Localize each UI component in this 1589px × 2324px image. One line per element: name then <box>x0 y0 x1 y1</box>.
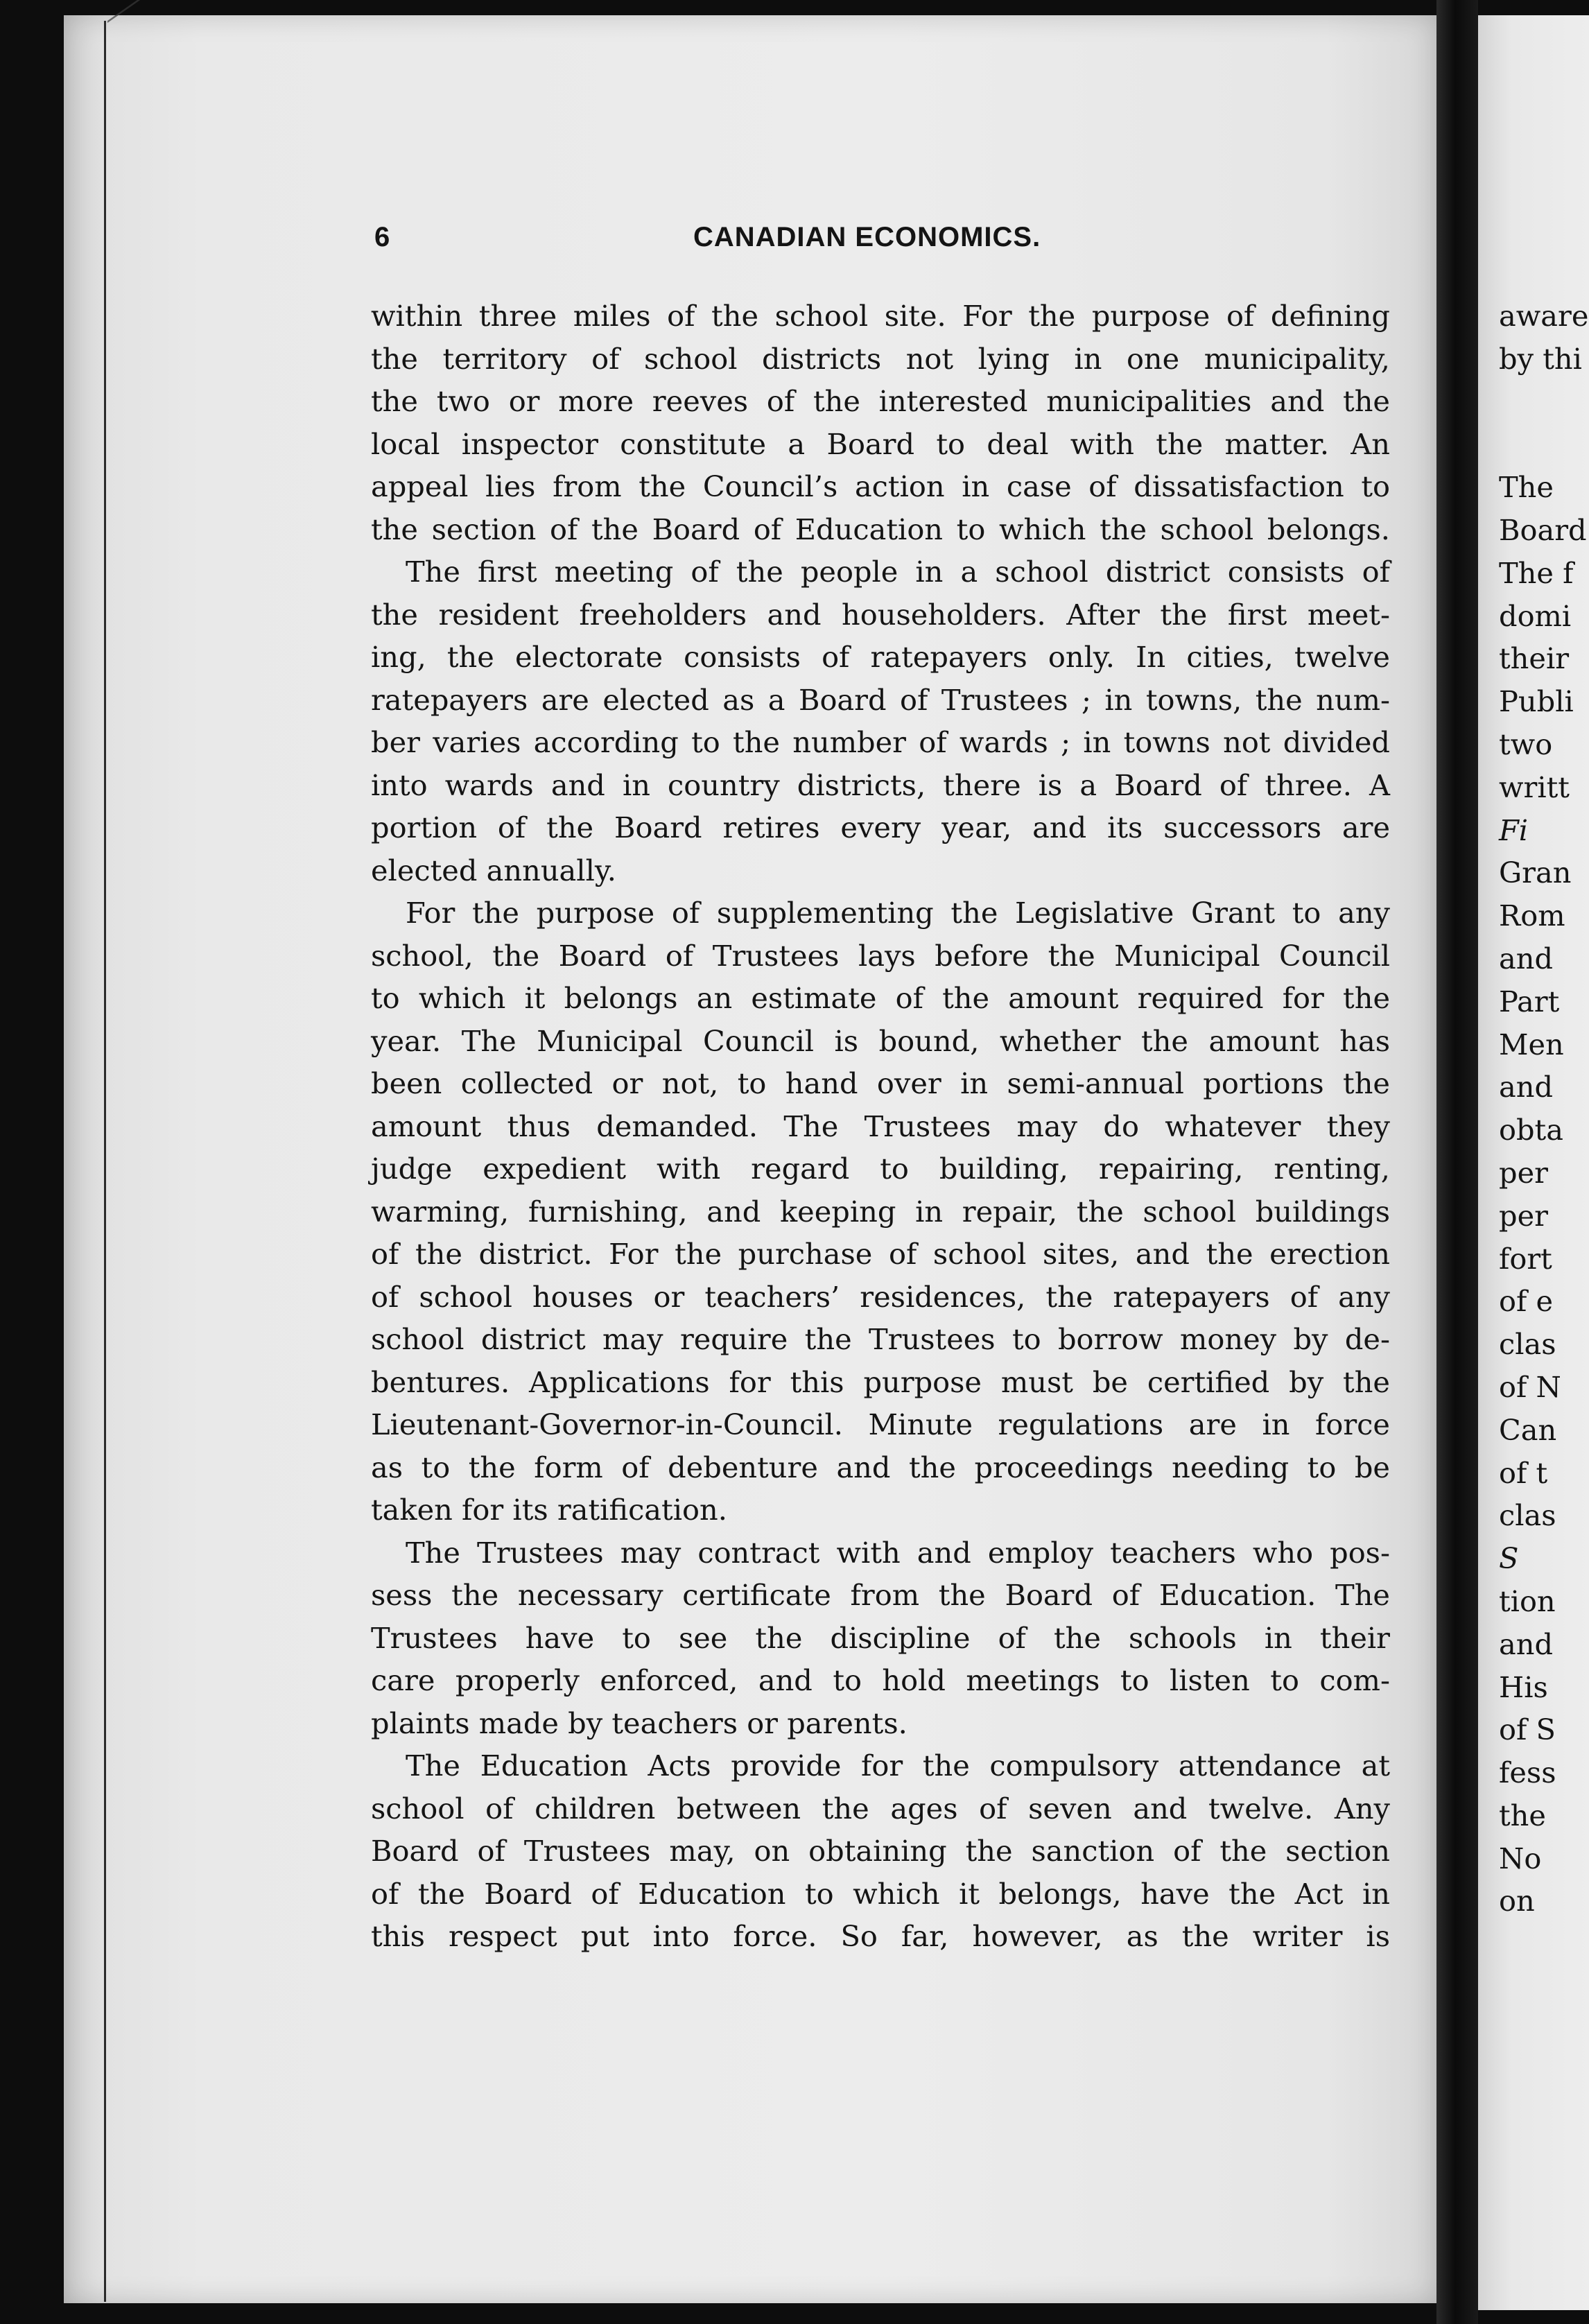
right-page-line: writt <box>1499 770 1570 804</box>
text-line: local inspector constitute a Board to deal with the matter. An <box>371 426 1390 461</box>
right-page-line: fess <box>1499 1755 1556 1790</box>
right-page-line: of N <box>1499 1369 1561 1404</box>
page-gutter <box>1436 0 1478 2324</box>
text-line: care properly enforced, and to hold meetings to listen to com- <box>371 1663 1390 1697</box>
text-line: amount thus demanded. The Trustees may do whatever they <box>371 1109 1390 1143</box>
text-line: of school houses or teachers’ residences, the ratepayers of any <box>371 1279 1390 1314</box>
running-head <box>374 222 1393 263</box>
text-line: The first meeting of the people in a school district consists of <box>406 555 1390 589</box>
text-line: the two or more reeves of the interested municipalities and the <box>371 384 1390 418</box>
right-page-line: two <box>1499 727 1553 761</box>
text-line: elected annually. <box>371 853 616 887</box>
paragraph-1 <box>371 295 1390 550</box>
right-page-line: of t <box>1499 1455 1548 1490</box>
text-line: school, the Board of Trustees lays before the Municipal Council <box>371 938 1390 973</box>
text-line: warming, furnishing, and keeping in repair, the school buildings <box>371 1194 1390 1229</box>
text-line: year. The Municipal Council is bound, whether the amount has <box>371 1023 1390 1058</box>
running-title: CANADIAN ECONOMICS. <box>693 222 1041 252</box>
right-page-line: Men <box>1499 1027 1564 1061</box>
text-line: The Education Acts provide for the compulsory attendance at <box>406 1749 1390 1783</box>
right-page-line: Rom <box>1499 899 1565 933</box>
right-page-line: per <box>1499 1155 1548 1190</box>
right-page-line: clas <box>1499 1327 1556 1362</box>
paragraph-3 <box>371 892 1390 1532</box>
paragraph-2 <box>371 550 1390 892</box>
text-line: Board of Trustees may, on obtaining the sanction of the section <box>371 1834 1390 1868</box>
paragraph-4 <box>371 1532 1390 1745</box>
text-line: The Trustees may contract with and employ teachers who pos- <box>406 1535 1390 1570</box>
right-page-line: tion <box>1499 1584 1556 1618</box>
right-page-line: per <box>1499 1198 1548 1233</box>
text-line: ing, the electorate consists of ratepayers only. In cities, twelve <box>371 640 1390 674</box>
right-page-line: Part <box>1499 984 1560 1018</box>
page-edge-line <box>104 21 106 2302</box>
right-page-text <box>1499 295 1589 1923</box>
text-line: as to the form of debenture and the proceedings needing to be <box>371 1450 1390 1484</box>
right-page-line: Gran <box>1499 856 1572 890</box>
right-page-line <box>1499 423 1589 466</box>
right-page-line: No <box>1499 1841 1542 1875</box>
text-line: Lieutenant-Governor-in-Council. Minute regulations are in force <box>371 1407 1390 1441</box>
text-line: this respect put into force. So far, however, as the writer is <box>371 1919 1390 1953</box>
text-line: sess the necessary certificate from the Board of Education. The <box>371 1578 1390 1612</box>
right-page-line: the <box>1499 1798 1546 1832</box>
right-page-line: The f <box>1499 555 1574 590</box>
right-page-line: The <box>1499 470 1554 505</box>
text-line: portion of the Board retires every year, and its successors are <box>371 810 1390 844</box>
text-line: of the Board of Education to which it belongs, have the Act in <box>371 1876 1390 1911</box>
text-line: Trustees have to see the discipline of the schools in their <box>371 1620 1390 1655</box>
text-line: to which it belongs an estimate of the amount required for the <box>371 981 1390 1015</box>
right-page-line: obta <box>1499 1113 1563 1147</box>
text-line: For the purpose of supplementing the Legislative Grant to any <box>406 896 1390 930</box>
right-page-line: fort <box>1499 1241 1552 1276</box>
right-page-line: aware <box>1499 299 1589 333</box>
text-line: appeal lies from the Council’s action in case of dissatisfaction to <box>371 469 1390 503</box>
text-line: taken for its ratification. <box>371 1493 727 1527</box>
text-line: plaints made by teachers or parents. <box>371 1706 908 1740</box>
text-line: ber varies according to the number of wards ; in towns not divided <box>371 725 1390 759</box>
text-line: into wards and in country districts, there is a Board of three. A <box>371 768 1390 802</box>
right-page-line: domi <box>1499 598 1572 633</box>
right-page-line: and <box>1499 941 1554 975</box>
text-line: ratepayers are elected as a Board of Trustees ; in towns, the num- <box>371 682 1390 717</box>
right-page <box>1478 15 1589 2310</box>
text-line: judge expedient with regard to building, repairing, renting, <box>371 1152 1390 1186</box>
page-number: 6 <box>374 222 391 252</box>
right-page-line: S <box>1499 1541 1519 1576</box>
right-page-line: His <box>1499 1670 1548 1704</box>
text-line: the section of the Board of Education to which the school belongs. <box>371 512 1390 546</box>
right-page-line: and <box>1499 1070 1554 1104</box>
right-page-line: their <box>1499 641 1570 676</box>
right-page-line <box>1499 381 1589 424</box>
right-page-line: by thi <box>1499 341 1582 376</box>
right-page-line: of e <box>1499 1284 1554 1319</box>
paragraph-5 <box>371 1744 1390 1958</box>
text-column <box>371 295 1390 1958</box>
right-page-line: of S <box>1499 1712 1556 1747</box>
right-page-line: and <box>1499 1627 1554 1661</box>
text-line: school of children between the ages of seven and twelve. Any <box>371 1791 1390 1826</box>
right-page-line: Publi <box>1499 684 1574 719</box>
right-page-line: Fi <box>1499 813 1529 847</box>
text-line: of the district. For the purchase of school sites, and the erection <box>371 1237 1390 1271</box>
right-page-line: clas <box>1499 1498 1556 1533</box>
text-line: the territory of school districts not lying in one municipality, <box>371 341 1390 376</box>
right-page-line: Can <box>1499 1412 1557 1447</box>
right-page-line: Board <box>1499 512 1587 547</box>
right-page-line: on <box>1499 1884 1535 1918</box>
text-line: school district may require the Trustees to borrow money by de- <box>371 1322 1390 1356</box>
text-line: been collected or not, to hand over in semi-annual portions the <box>371 1066 1390 1100</box>
text-line: within three miles of the school site. For the purpose of defining <box>371 299 1390 333</box>
text-line: bentures. Applications for this purpose must be certified by the <box>371 1364 1390 1399</box>
text-line: the resident freeholders and householders. After the first meet- <box>371 597 1390 632</box>
